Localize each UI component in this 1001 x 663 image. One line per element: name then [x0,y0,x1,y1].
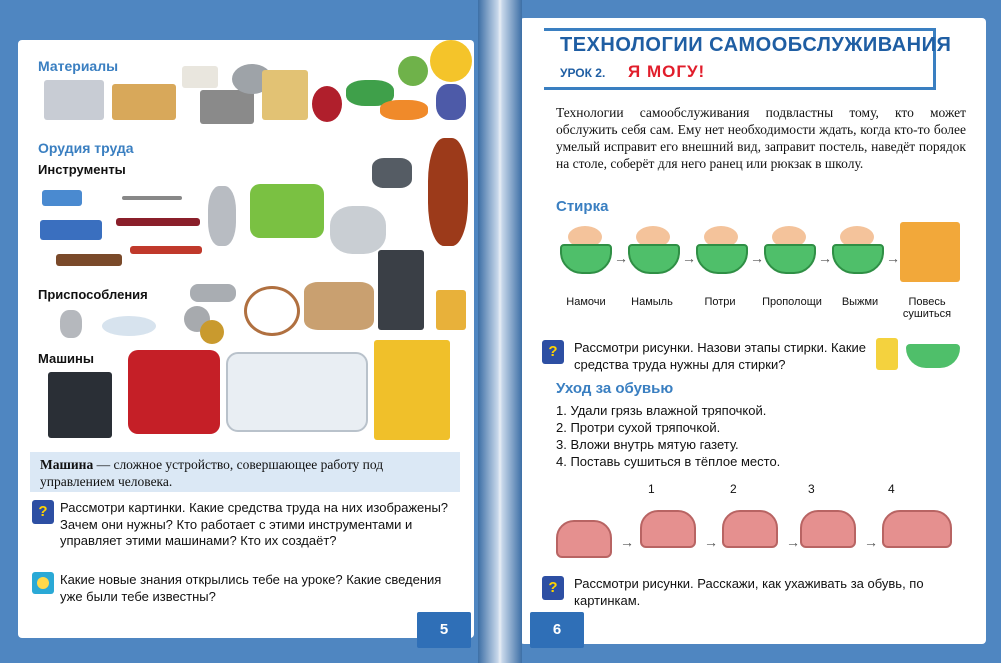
definition-text [40,456,455,490]
machines-heading: Машины [38,351,94,366]
paper-sheets-image [182,66,218,88]
shoe-step-2: 2. Протри сухой тряпочкой. [556,420,721,435]
lesson-number: УРОК 2. [560,66,606,80]
pen-image [116,218,200,226]
wooden-tools-image [304,282,374,330]
needle-image [122,196,182,200]
shoe-picture-number-3: 3 [808,482,815,496]
embroidery-hoop-image [102,316,156,336]
arrow-icon: → [620,534,634,550]
detergent-box-image [876,338,898,370]
berries-image [312,86,342,122]
definition-body: — сложное устройство, совершающее работу под управлением человека. [40,457,384,489]
pencil-cup-image [436,290,466,330]
wash-step-5-label: Выжми [841,296,879,308]
wash-step-2-label: Намыль [631,296,673,308]
arrow-icon: → [704,534,718,550]
tools-heading: Орудия труда [38,140,134,156]
hammer-image [56,254,122,266]
shoe-question: Рассмотри рисунки. Расскажи, как ухаживать за обувь, по картинкам. [574,576,924,608]
washing-heading: Стирка [556,198,609,215]
thimble-image [60,310,82,338]
shoe-step-4-image [882,510,952,548]
bus-image [226,352,368,432]
pot-image [330,206,386,254]
computer-image [48,372,112,438]
paper-clips-image [190,284,236,302]
shoe-step-3-image [800,510,856,548]
violin-image [428,138,468,246]
wash-step-6-hanging-cloth [900,222,960,282]
wood-planks-image [112,84,176,120]
materials-heading: Материалы [38,58,119,74]
wash-step-3-label: Потри [704,296,736,308]
ring-hoop-image [244,286,300,336]
arrow-icon: → [750,250,764,266]
lesson-title: Я МОГУ! [628,62,706,81]
wash-step-1-label: Намочи [566,296,606,308]
devices-heading: Приспособления [38,287,148,302]
metal-sheet-image [200,90,254,124]
carrots-image [380,100,428,120]
arrow-icon: → [786,534,800,550]
sunflower-image [430,40,472,82]
pliers-image [42,190,82,206]
left-question-1: Рассмотри картинки. Какие средства труда на них изображены? Зачем они нужны? Кто работает с этими инструментами и управляет этими машинами? Кто их создаёт? [60,500,449,548]
arrow-icon: → [818,250,832,266]
self-check-icon [32,572,54,594]
book-gutter [478,0,522,663]
intro-paragraph: Технологии самообслуживания подвластны тому, кто может обслужить себя сам. Ему нет необходимости ждать, когда кто-то более умелый исправит его внешний вид, заправит постель, наведёт порядок на столе, соберёт для него ранец или рюкзак в школу. [556,105,966,171]
music-stand-image [378,250,424,330]
plums-image [436,84,466,120]
page-number-right: 6 [530,612,584,648]
shoe-step-1-image [640,510,696,548]
shoe-picture-number-2: 2 [730,482,737,496]
fabric-rolls-image [44,80,104,120]
shoe-step-3: 3. Вложи внутрь мятую газету. [556,437,739,452]
peas-image [398,56,428,86]
coin-gold-image [200,320,224,344]
instruments-heading: Инструменты [38,162,126,177]
crane-image [374,340,450,440]
arrow-icon: → [886,250,900,266]
ladle-image [208,186,236,246]
dirty-boots-image [556,520,612,558]
wheat-image [262,70,308,120]
washing-question: Рассмотри рисунки. Назови этапы стирки. Какие средства труда нужны для стирки? [574,340,867,372]
wash-step-4-label: Прополощи [762,296,822,308]
right-page [500,0,1001,663]
page-number-left: 5 [417,612,471,648]
wash-step-6-label: Повесь сушиться [902,296,952,320]
shoe-step-1: 1. Удали грязь влажной тряпочкой. [556,403,767,418]
left-question-2: Какие новые знания открылись тебе на уроке? Какие сведения уже были тебе известны? [60,572,442,604]
arrow-icon: → [614,250,628,266]
arrow-icon: → [864,534,878,550]
screwdriver-image [130,246,202,254]
tractor-image [128,350,220,434]
question-icon: ? [542,576,564,600]
shoe-step-4: 4. Поставь сушиться в тёплое место. [556,454,781,469]
arrow-icon: → [682,250,696,266]
definition-box [30,452,460,492]
question-icon: ? [542,340,564,364]
scissors-image [40,220,102,240]
microphone-image [372,158,412,188]
shoe-step-2-image [722,510,778,548]
watering-can-image [250,184,324,238]
shoe-picture-number-4: 4 [888,482,895,496]
definition-term: Машина [40,457,94,472]
shoe-care-heading: Уход за обувью [556,380,674,397]
question-icon: ? [32,500,54,524]
shoe-picture-number-1: 1 [648,482,655,496]
chapter-title: ТЕХНОЛОГИИ САМООБСЛУЖИВАНИЯ [560,34,952,56]
